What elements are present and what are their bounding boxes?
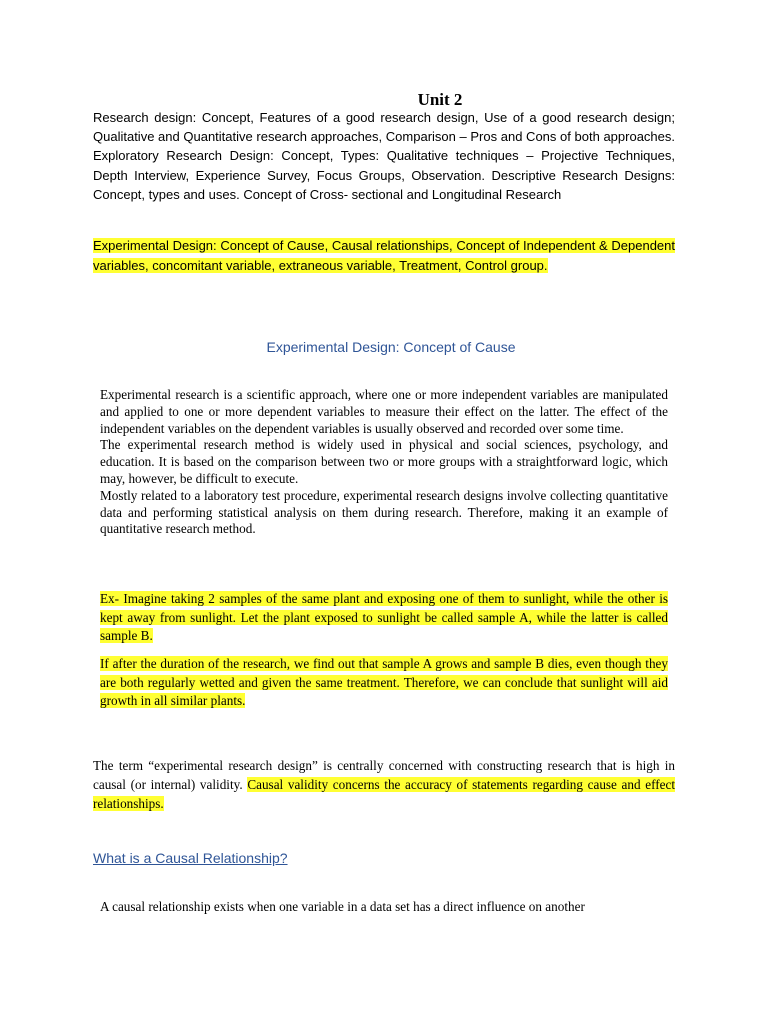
causal-text: A causal relationship exists when one variable in a data set has a direct influence on another: [100, 899, 585, 914]
causal-paragraph: [100, 899, 670, 916]
paragraph-3: Mostly related to a laboratory test procedure, experimental research designs involve collecting quantitative data and performing statistical analysis on them during research. Therefore, making it an example of quantitative research method.: [100, 487, 668, 537]
syllabus-highlight-span: Experimental Design: Concept of Cause, Causal relationships, Concept of Independent & Dependent variables, concomitant variable, extraneous variable, Treatment, Control group.: [93, 238, 675, 273]
syllabus-text: Research design: Concept, Features of a good research design, Use of a good research design; Qualitative and Quantitative research approaches, Comparison – Pros and Cons of both approaches. Exploratory Research Design: Concept, Types: Qualitative techniques – Projective Techniques, Depth Interview, Experience Survey, Focus Groups, Observation. Descriptive Research Designs: Concept, types and uses. Concept of Cross- sectional and Longitudinal Research: [93, 110, 675, 202]
causal-relationship-heading-link[interactable]: What is a Causal Relationship?: [93, 850, 288, 866]
design-paragraph: [93, 756, 675, 813]
example-2-highlight: If after the duration of the research, we find out that sample A grows and sample B dies, even though they are both regularly wetted and given the same treatment. Therefore, we can conclude that sunlight will aid growth in all similar plants.: [100, 656, 668, 708]
design-text: The term “experimental research design” is centrally concerned with constructing research that is high in causal (or internal) validity.: [93, 758, 675, 792]
example-paragraph-1: [100, 590, 668, 646]
paragraph-2: The experimental research method is widely used in physical and social sciences, psychology, and education. It is based on the comparison between two or more groups with a straightforward logic, which may, however, be difficult to execute.: [100, 437, 668, 486]
unit-title: Unit 2: [417, 90, 463, 109]
paragraph-1: Experimental research is a scientific approach, where one or more independent variables are manipulated and applied to one or more dependent variables to measure their effect on the latter. The effect of the independent variables on the dependent variables is usually observed and recorded over some time.: [100, 387, 668, 436]
example-1-highlight: Ex- Imagine taking 2 samples of the same plant and exposing one of them to sunlight, while the other is kept away from sunlight. Let the plant exposed to sunlight be called sample A, while the latter is called sample B.: [100, 591, 668, 643]
section-heading: Experimental Design: Concept of Cause: [266, 339, 516, 355]
syllabus-highlight-text: [93, 236, 675, 276]
design-text-highlight: Causal validity concerns the accuracy of statements regarding cause and effect relationships.: [93, 777, 676, 811]
paragraph-experimental-research: [100, 387, 668, 538]
example-paragraph-2: [100, 655, 668, 711]
